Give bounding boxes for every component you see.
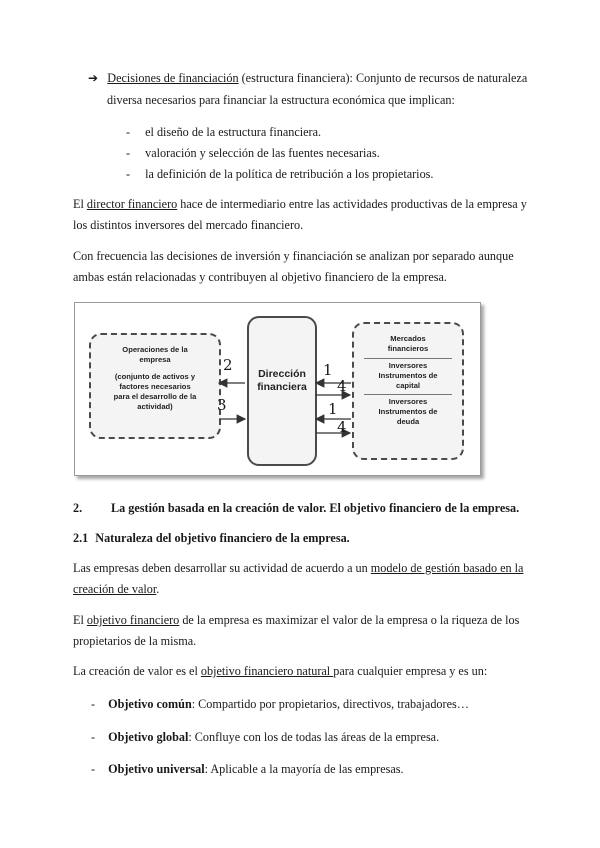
para-empresas-line1: Las empresas deben desarrollar su actividad de acuerdo a un modelo de gestión basado en la [73,561,524,575]
term-objetivo-financiero: objetivo financiero [86,613,180,627]
flow-number-4b: 4 [337,418,347,436]
flow-number-3: 3 [217,396,227,414]
intro-bullet-line2: diversa necesarios para financiar la estructura económica que implican: [107,93,455,107]
term-director-financiero: director financiero [86,197,178,211]
dash-icon: - [126,146,131,160]
dash-icon: - [91,762,96,776]
flow-number-4a: 4 [337,377,347,395]
flow-number-2: 2 [223,356,233,374]
intro-bullet-line1 [88,68,527,88]
box-direccion-financiera: Dirección financiera [247,316,317,466]
objective-item: - Objetivo universal: Aplicable a la mayoría de las empresas. [91,762,404,776]
arrow-icon: ➔ [88,71,99,85]
sub-item: - la definición de la política de retribución a los propietarios. [126,167,434,181]
para-frecuencia-line1: Con frecuencia las decisiones de inversión y financiación se analizan por separado aunque [73,249,514,263]
dash-icon: - [91,730,96,744]
flow-number-1a: 1 [323,361,333,379]
para-objetivo-line2: propietarios de la misma. [73,634,197,648]
objective-item: - Objetivo común: Compartido por propietarios, directivos, trabajadores… [91,697,469,711]
section-2-heading: 2. La gestión basada en la creación de valor. El objetivo financiero de la empresa. [73,501,520,515]
flow-arrows [75,303,480,475]
para-director-line1: El director financiero hace de intermediario entre las actividades productivas de la empresa y [73,197,527,211]
flow-number-1b: 1 [328,400,338,418]
para-creacion: La creación de valor es el objetivo financiero natural para cualquier empresa y es un: [73,664,488,678]
dash-icon: - [126,167,131,181]
financial-flow-diagram [74,302,481,476]
dash-icon: - [91,697,96,711]
term-creacion-valor: creación de valor [73,582,157,596]
intro-bullet-rest: (estructura financiera): Conjunto de recursos de naturaleza [238,71,528,85]
sub-item: - valoración y selección de las fuentes necesarias. [126,146,380,160]
box-operaciones-empresa: Operaciones de la empresa (conjunto de activos y factores necesarios para el desarrollo de la actividad) [89,333,221,439]
term-decisiones-financiacion: Decisiones de financiación [107,71,239,85]
para-frecuencia-line2: ambas están relacionadas y contribuyen al objetivo financiero de la empresa. [73,270,447,284]
section-2-1-heading: 2.1 Naturaleza del objetivo financiero de la empresa. [73,531,350,545]
term-objetivo-natural: objetivo financiero natural [200,664,334,678]
box-mercados-financieros: Mercados financieros Inversores Instrumentos de capital Inversores Instrumentos de deuda [352,322,464,460]
para-objetivo-line1: El objetivo financiero de la empresa es maximizar el valor de la empresa o la riqueza de los [73,613,520,627]
para-director-line2: los distintos inversores del mercado financiero. [73,218,304,232]
objective-item: - Objetivo global: Confluye con los de todas las áreas de la empresa. [91,730,440,744]
term-modelo-gestion: modelo de gestión basado en la [370,561,524,575]
para-empresas-line2: creación de valor. [73,582,160,596]
dash-icon: - [126,125,131,139]
sub-item: - el diseño de la estructura financiera. [126,125,322,139]
